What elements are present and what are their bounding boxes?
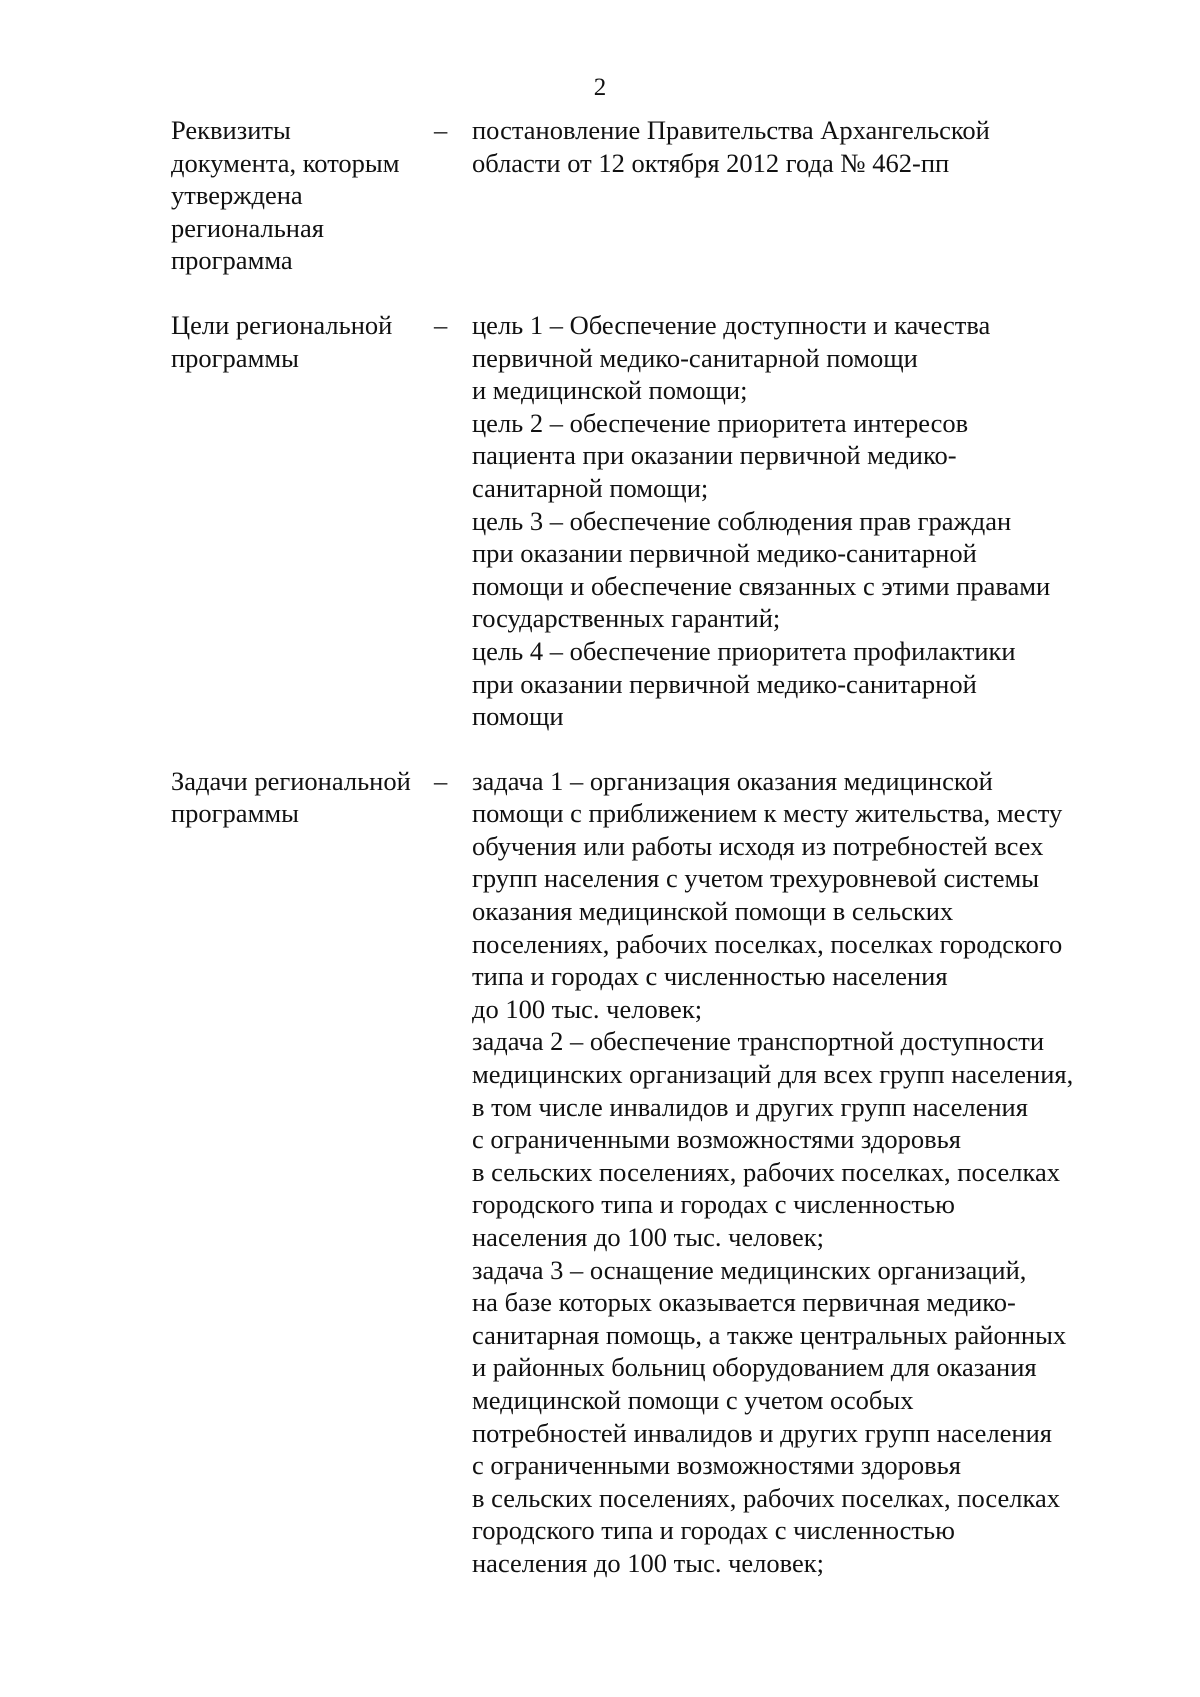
value-line: потребностей инвалидов и других групп населения: [472, 1417, 1052, 1448]
value-line: на базе которых оказывается первичная медико-: [472, 1287, 1016, 1318]
row-value: [472, 765, 1131, 1580]
value-line: в сельских поселениях, рабочих поселках, поселках: [472, 1482, 1060, 1513]
label-line: программа: [171, 245, 293, 276]
value-line: помощи и обеспечение связанных с этими правами: [472, 570, 1051, 601]
value-line: и районных больниц оборудованием для оказания: [472, 1352, 1037, 1383]
value-line: городского типа и городах с численностью: [472, 1515, 955, 1546]
value-line: санитарная помощь, а также центральных районных: [472, 1319, 1067, 1350]
label-line: программы: [171, 342, 299, 373]
value-line: и медицинской помощи;: [472, 375, 748, 406]
value-line: первичной медико-санитарной помощи: [472, 342, 918, 373]
value-line: обучения или работы исходя из потребностей всех: [472, 830, 1044, 861]
value-line: санитарной помощи;: [472, 472, 709, 503]
value-line: с ограниченными возможностями здоровья: [472, 1450, 961, 1481]
value-line: населения до 100 тыс. человек;: [472, 1222, 825, 1252]
row-dash: –: [434, 309, 448, 340]
label-line: Цели региональной: [171, 309, 393, 340]
value-line: до 100 тыс. человек;: [472, 993, 703, 1024]
row-document-details: [171, 114, 1131, 277]
value-line: цель 1 – Обеспечение доступности и качества: [472, 309, 991, 340]
row-dash: –: [434, 765, 448, 796]
value-line: медицинских организаций для всех групп населения,: [472, 1059, 1074, 1090]
value-line: пациента при оказании первичной медико-: [472, 440, 957, 471]
value-line: задача 3 – оснащение медицинских организаций,: [472, 1254, 1027, 1285]
value-line: государственных гарантий;: [472, 603, 781, 634]
value-line: групп населения с учетом трехуровневой системы: [472, 863, 1040, 894]
row-label: [171, 765, 434, 830]
label-line: Реквизиты: [171, 115, 291, 145]
label-line: региональная: [171, 212, 324, 243]
row-program-tasks: [171, 765, 1131, 1580]
value-line: поселениях, рабочих поселках, поселках городского: [472, 928, 1063, 959]
row-label: [171, 309, 434, 374]
value-line: в сельских поселениях, рабочих поселках, поселках: [472, 1156, 1060, 1187]
value-line: цель 2 – обеспечение приоритета интересов: [472, 407, 969, 438]
value-line: медицинской помощи с учетом особых: [472, 1384, 914, 1415]
value-line: городского типа и городах с численностью: [472, 1189, 955, 1220]
value-line: постановление Правительства Архангельской: [472, 115, 990, 145]
row-value: [472, 309, 1131, 733]
value-line: области от 12 октября 2012 года № 462-пп: [472, 147, 950, 178]
value-line: задача 2 – обеспечение транспортной доступности: [472, 1026, 1045, 1057]
label-line: документа, которым: [171, 147, 400, 178]
value-line: с ограниченными возможностями здоровья: [472, 1124, 961, 1155]
value-line: при оказании первичной медико-санитарной: [472, 538, 977, 569]
value-line: цель 3 – обеспечение соблюдения прав граждан: [472, 505, 1012, 536]
value-line: типа и городах с численностью населения: [472, 961, 948, 992]
value-line: населения до 100 тыс. человек;: [472, 1547, 825, 1578]
value-line: задача 1 – организация оказания медицинской: [472, 765, 993, 796]
value-line: при оказании первичной медико-санитарной: [472, 668, 977, 699]
program-passport: [171, 114, 1131, 1580]
row-value: [472, 114, 1131, 179]
value-line: помощи: [472, 701, 564, 732]
value-line: в том числе инвалидов и других групп населения: [472, 1091, 1028, 1122]
page-number: 2: [593, 74, 607, 101]
label-line: программы: [171, 798, 299, 829]
label-line: утверждена: [171, 180, 303, 211]
value-line: цель 4 – обеспечение приоритета профилактики: [472, 635, 1016, 666]
row-label: [171, 114, 434, 277]
label-line: Задачи региональной: [171, 765, 411, 796]
row-dash: –: [434, 115, 448, 145]
row-program-goals: [171, 309, 1131, 733]
value-line: помощи с приближением к месту жительства, месту: [472, 798, 1063, 829]
value-line: оказания медицинской помощи в сельских: [472, 896, 954, 927]
